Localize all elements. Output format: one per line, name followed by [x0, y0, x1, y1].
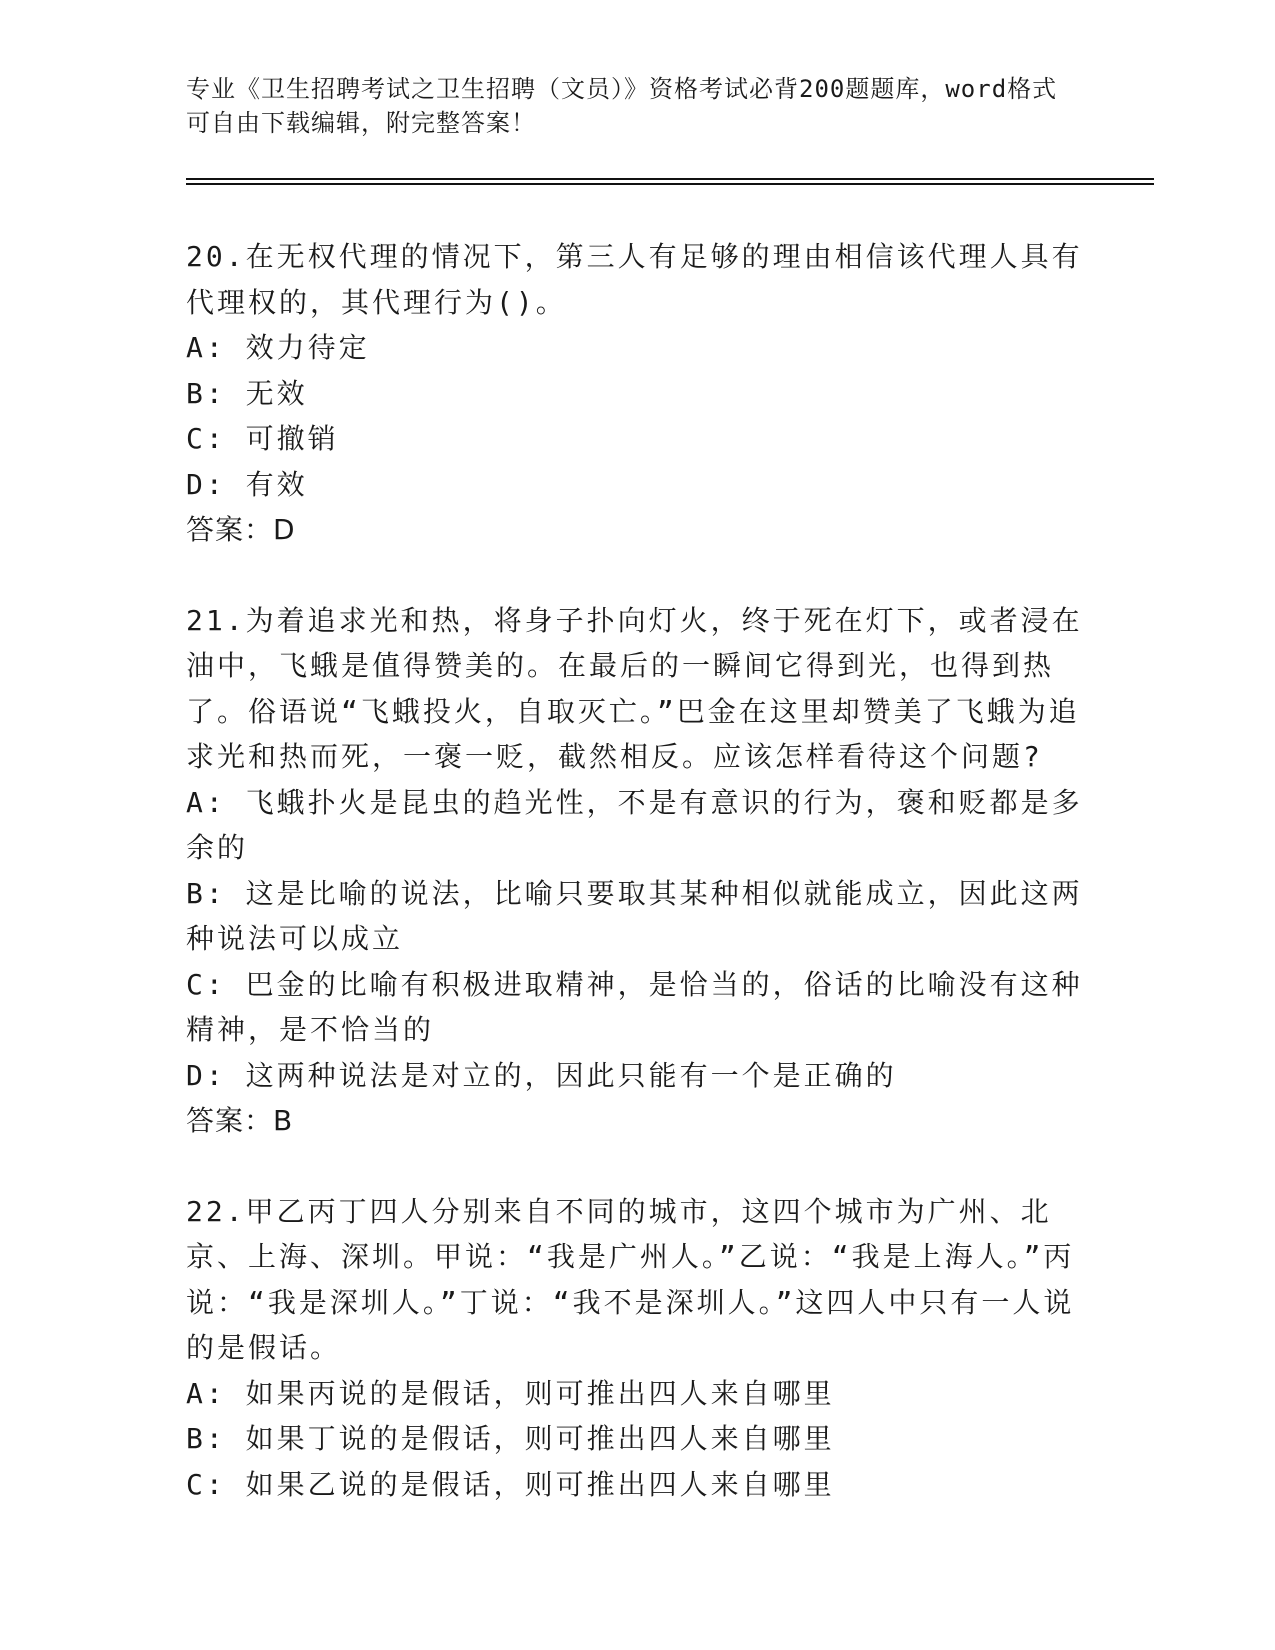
option-c: C: 可撤销	[186, 422, 339, 455]
option-a: A: 如果丙说的是假话，则可推出四人来自哪里	[186, 1376, 835, 1410]
option-b: B: 无效	[186, 376, 308, 410]
header-rule-top	[186, 178, 1154, 180]
option-b: B: 如果丁说的是假话，则可推出四人来自哪里	[186, 1422, 835, 1455]
option-b: B: 这是比喻的说法，比喻只要取其某种相似就能成立，因此这两种说法可以成立	[186, 876, 1083, 955]
option-a: A: 效力待定	[186, 331, 370, 364]
question-list	[186, 234, 1086, 1552]
answer-line: 答案：B	[186, 1104, 294, 1137]
answer-line: 答案：D	[186, 513, 296, 546]
header-rule-bottom	[186, 183, 1154, 185]
option-d: D: 有效	[186, 467, 308, 501]
question-stem: 20.在无权代理的情况下，第三人有足够的理由相信该代理人具有代理权的，其代理行为()。	[186, 240, 1083, 319]
option-a: A: 飞蛾扑火是昆虫的趋光性，不是有意识的行为，褒和贬都是多余的	[186, 785, 1083, 864]
question-21	[186, 598, 1086, 1144]
option-c: C: 巴金的比喻有积极进取精神，是恰当的，俗话的比喻没有这种精神，是不恰当的	[186, 967, 1083, 1046]
option-c: C: 如果乙说的是假话，则可推出四人来自哪里	[186, 1467, 835, 1501]
question-stem: 21.为着追求光和热，将身子扑向灯火，终于死在灯下，或者浸在油中，飞蛾是值得赞美的。在最后的一瞬间它得到光，也得到热了。俗语说“飞蛾投火，自取灭亡。”巴金在这里却赞美了飞蛾为追求光和热而死，一褒一贬，截然相反。应该怎样看待这个问题?	[186, 603, 1083, 773]
question-20	[186, 234, 1086, 553]
question-stem: 22.甲乙丙丁四人分别来自不同的城市，这四个城市为广州、北京、上海、深圳。甲说：“我是广州人。”乙说：“我是上海人。”丙说：“我是深圳人。”丁说：“我不是深圳人。”这四人中只有一人说的是假话。	[186, 1194, 1075, 1364]
option-d: D: 这两种说法是对立的，因此只能有一个是正确的	[186, 1058, 897, 1092]
question-22	[186, 1189, 1086, 1508]
document-header: 专业《卫生招聘考试之卫生招聘（文员）》资格考试必背200题题库，word格式可自由下载编辑，附完整答案！	[186, 75, 1058, 137]
